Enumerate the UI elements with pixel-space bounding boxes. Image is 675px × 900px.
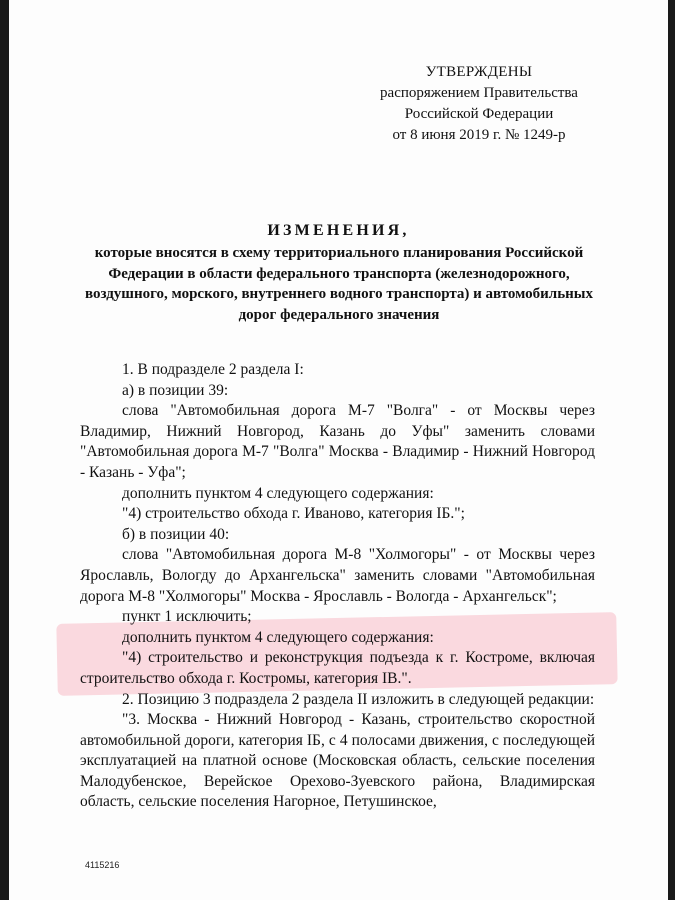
paragraph-highlighted: "4) строительство и реконструкция подъезда к г. Костроме, включая строительство обхода г. Костромы, категория IВ.". bbox=[80, 649, 595, 687]
paragraph: дополнить пунктом 4 следующего содержания: bbox=[122, 484, 434, 502]
document-body bbox=[80, 360, 595, 813]
paragraph: 2. Позицию 3 подраздела 2 раздела II изложить в следующей редакции: bbox=[122, 690, 595, 708]
approval-line-2: Российской Федерации bbox=[404, 106, 554, 122]
document-title: ИЗМЕНЕНИЯ, bbox=[267, 222, 410, 239]
paragraph: "4) строительство обхода г. Иваново, категория IБ."; bbox=[122, 505, 465, 523]
paragraph: слова "Автомобильная дорога М-8 "Холмогоры" - от Москвы через Ярославль, Вологду до Архангельска" заменить словами "Автомобильная дорога М-8 "Холмогоры" Москва - Ярославль - Вологда - Архангельск"; bbox=[80, 546, 595, 605]
document-subtitle: которые вносятся в схему территориального планирования Российской Федерации в области федерального транспорта (железнодорожного, воздушного, морского, внутреннего водного транспорта) и автомобильных дорог федерального значения bbox=[84, 245, 594, 323]
paragraph: 1. В подразделе 2 раздела I: bbox=[122, 361, 304, 378]
paragraph: слова "Автомобильная дорога М-7 "Волга" - от Москвы через Владимир, Нижний Новгород, Казань до Уфы" заменить словами "Автомобильная дорога М-7 "Волга" Москва - Владимир - Нижний Новгород - Казань - Уфа"; bbox=[80, 402, 595, 481]
approval-block bbox=[349, 62, 609, 146]
paragraph: "3. Москва - Нижний Новгород - Казань, строительство скоростной автомобильной дороги, категория IБ, с 4 полосами движения, с последующей эксплуатацией на платной основе (Московская область, сельские поселения Малодубенское, Верейское Орехово-Зуевского района, Владимирская область, сельские поселения Нагорное, Петушинское, bbox=[80, 711, 595, 811]
document-page bbox=[9, 0, 668, 900]
approval-line-3: от 8 июня 2019 г. № 1249-р bbox=[392, 127, 566, 143]
paragraph: пункт 1 исключить; bbox=[122, 608, 252, 626]
paragraph-highlighted: дополнить пунктом 4 следующего содержания: bbox=[122, 628, 434, 646]
footer-code: 4115216 bbox=[85, 860, 120, 870]
paragraph: а) в позиции 39: bbox=[122, 381, 229, 399]
approval-heading: УТВЕРЖДЕНЫ bbox=[425, 64, 533, 80]
paragraph: б) в позиции 40: bbox=[122, 525, 230, 543]
approval-line-1: распоряжением Правительства bbox=[380, 85, 578, 101]
